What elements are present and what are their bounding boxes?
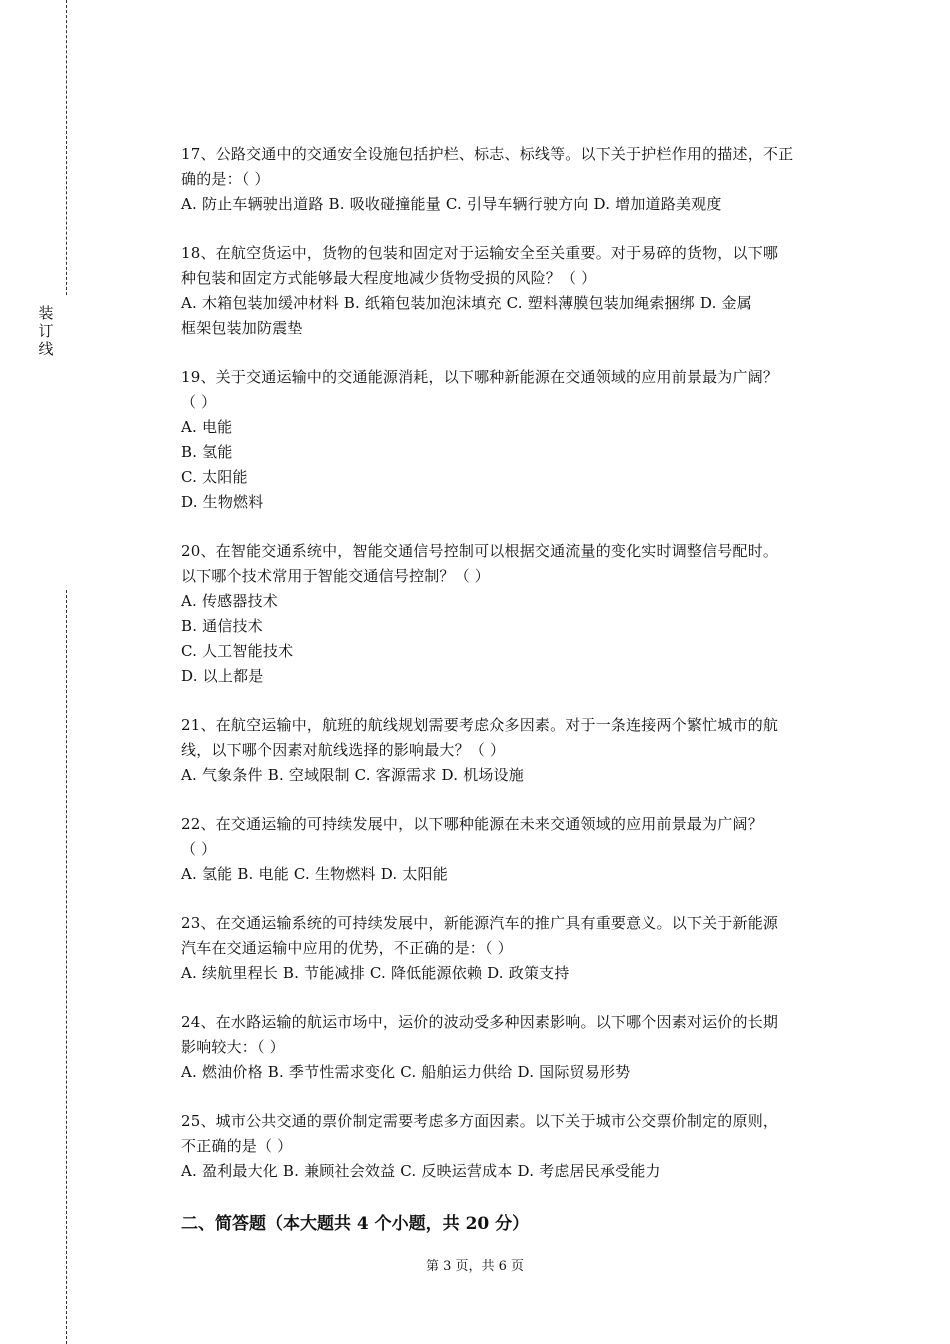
question-list — [181, 142, 841, 1208]
question-option: A. 电能 — [181, 418, 233, 436]
question-options: A. 氢能 B. 电能 C. 生物燃料 D. 太阳能 — [181, 865, 448, 883]
question-options: A. 气象条件 B. 空域限制 C. 客源需求 D. 机场设施 — [181, 766, 524, 784]
question-text: 20、在智能交通系统中，智能交通信号控制可以根据交通流量的变化实时调整信号配时。 — [181, 542, 779, 560]
page-number-footer: 第 3 页，共 6 页 — [425, 1259, 525, 1274]
question-25 — [181, 1109, 841, 1184]
question-options: A. 木箱包装加缓冲材料 B. 纸箱包装加泡沫填充 C. 塑料薄膜包装加绳索捆绑 D. 金属 — [181, 294, 752, 312]
question-24 — [181, 1010, 841, 1085]
question-text: 23、在交通运输系统的可持续发展中，新能源汽车的推广具有重要意义。以下关于新能源 — [181, 914, 779, 932]
question-23 — [181, 911, 841, 986]
question-text: 22、在交通运输的可持续发展中，以下哪种能源在未来交通领域的应用前景最为广阔？ — [181, 815, 763, 833]
question-text: 18、在航空货运中，货物的包装和固定对于运输安全至关重要。对于易碎的货物，以下哪 — [181, 244, 779, 262]
question-option: B. 通信技术 — [181, 617, 263, 635]
question-text: 汽车在交通运输中应用的优势，不正确的是：（ ） — [181, 939, 513, 957]
question-text: （ ） — [181, 393, 217, 411]
question-options: A. 燃油价格 B. 季节性需求变化 C. 船舶运力供给 D. 国际贸易形势 — [181, 1063, 631, 1081]
question-option: C. 太阳能 — [181, 468, 248, 486]
question-options: 框架包装加防震垫 — [181, 319, 303, 337]
question-options: A. 盈利最大化 B. 兼顾社会效益 C. 反映运营成本 D. 考虑居民承受能力 — [181, 1162, 661, 1180]
section-title: 二、简答题（本大题共 4 个小题，共 20 分） — [181, 1214, 530, 1234]
binding-dashed-line-top — [66, 0, 67, 295]
binding-dashed-line-bottom — [66, 590, 67, 1344]
question-text: 种包装和固定方式能够最大程度地减少货物受损的风险？（ ） — [181, 269, 597, 287]
question-text: 不正确的是（ ） — [181, 1137, 293, 1155]
binding-label-char: 订 — [38, 322, 54, 340]
question-text: 19、关于交通运输中的交通能源消耗，以下哪种新能源在交通领域的应用前景最为广阔？ — [181, 368, 779, 386]
question-text: （ ） — [181, 840, 217, 858]
binding-label-char: 线 — [38, 340, 54, 358]
question-option: D. 生物燃料 — [181, 493, 264, 511]
binding-line-label — [36, 304, 56, 358]
question-text: 17、公路交通中的交通安全设施包括护栏、标志、标线等。以下关于护栏作用的描述，不正 — [181, 145, 794, 163]
question-text: 24、在水路运输的航运市场中，运价的波动受多种因素影响。以下哪个因素对运价的长期 — [181, 1013, 779, 1031]
question-text: 影响较大：（ ） — [181, 1038, 285, 1056]
question-19 — [181, 365, 841, 515]
question-17 — [181, 142, 841, 217]
binding-label-char: 装 — [38, 304, 54, 322]
question-text: 25、城市公共交通的票价制定需要考虑多方面因素。以下关于城市公交票价制定的原则， — [181, 1112, 779, 1130]
question-text: 21、在航空运输中，航班的航线规划需要考虑众多因素。对于一条连接两个繁忙城市的航 — [181, 716, 779, 734]
question-text: 确的是：（ ） — [181, 170, 270, 188]
question-text: 线，以下哪个因素对航线选择的影响最大？（ ） — [181, 741, 506, 759]
question-option: C. 人工智能技术 — [181, 642, 294, 660]
question-22 — [181, 812, 841, 887]
question-option: A. 传感器技术 — [181, 592, 278, 610]
question-options: A. 续航里程长 B. 节能减排 C. 降低能源依赖 D. 政策支持 — [181, 964, 570, 982]
question-18 — [181, 241, 841, 341]
question-options: A. 防止车辆驶出道路 B. 吸收碰撞能量 C. 引导车辆行驶方向 D. 增加道路美观度 — [181, 195, 722, 213]
question-option: B. 氢能 — [181, 443, 233, 461]
question-option: D. 以上都是 — [181, 667, 264, 685]
question-text: 以下哪个技术常用于智能交通信号控制？（ ） — [181, 567, 490, 585]
question-20 — [181, 539, 841, 689]
question-21 — [181, 713, 841, 788]
